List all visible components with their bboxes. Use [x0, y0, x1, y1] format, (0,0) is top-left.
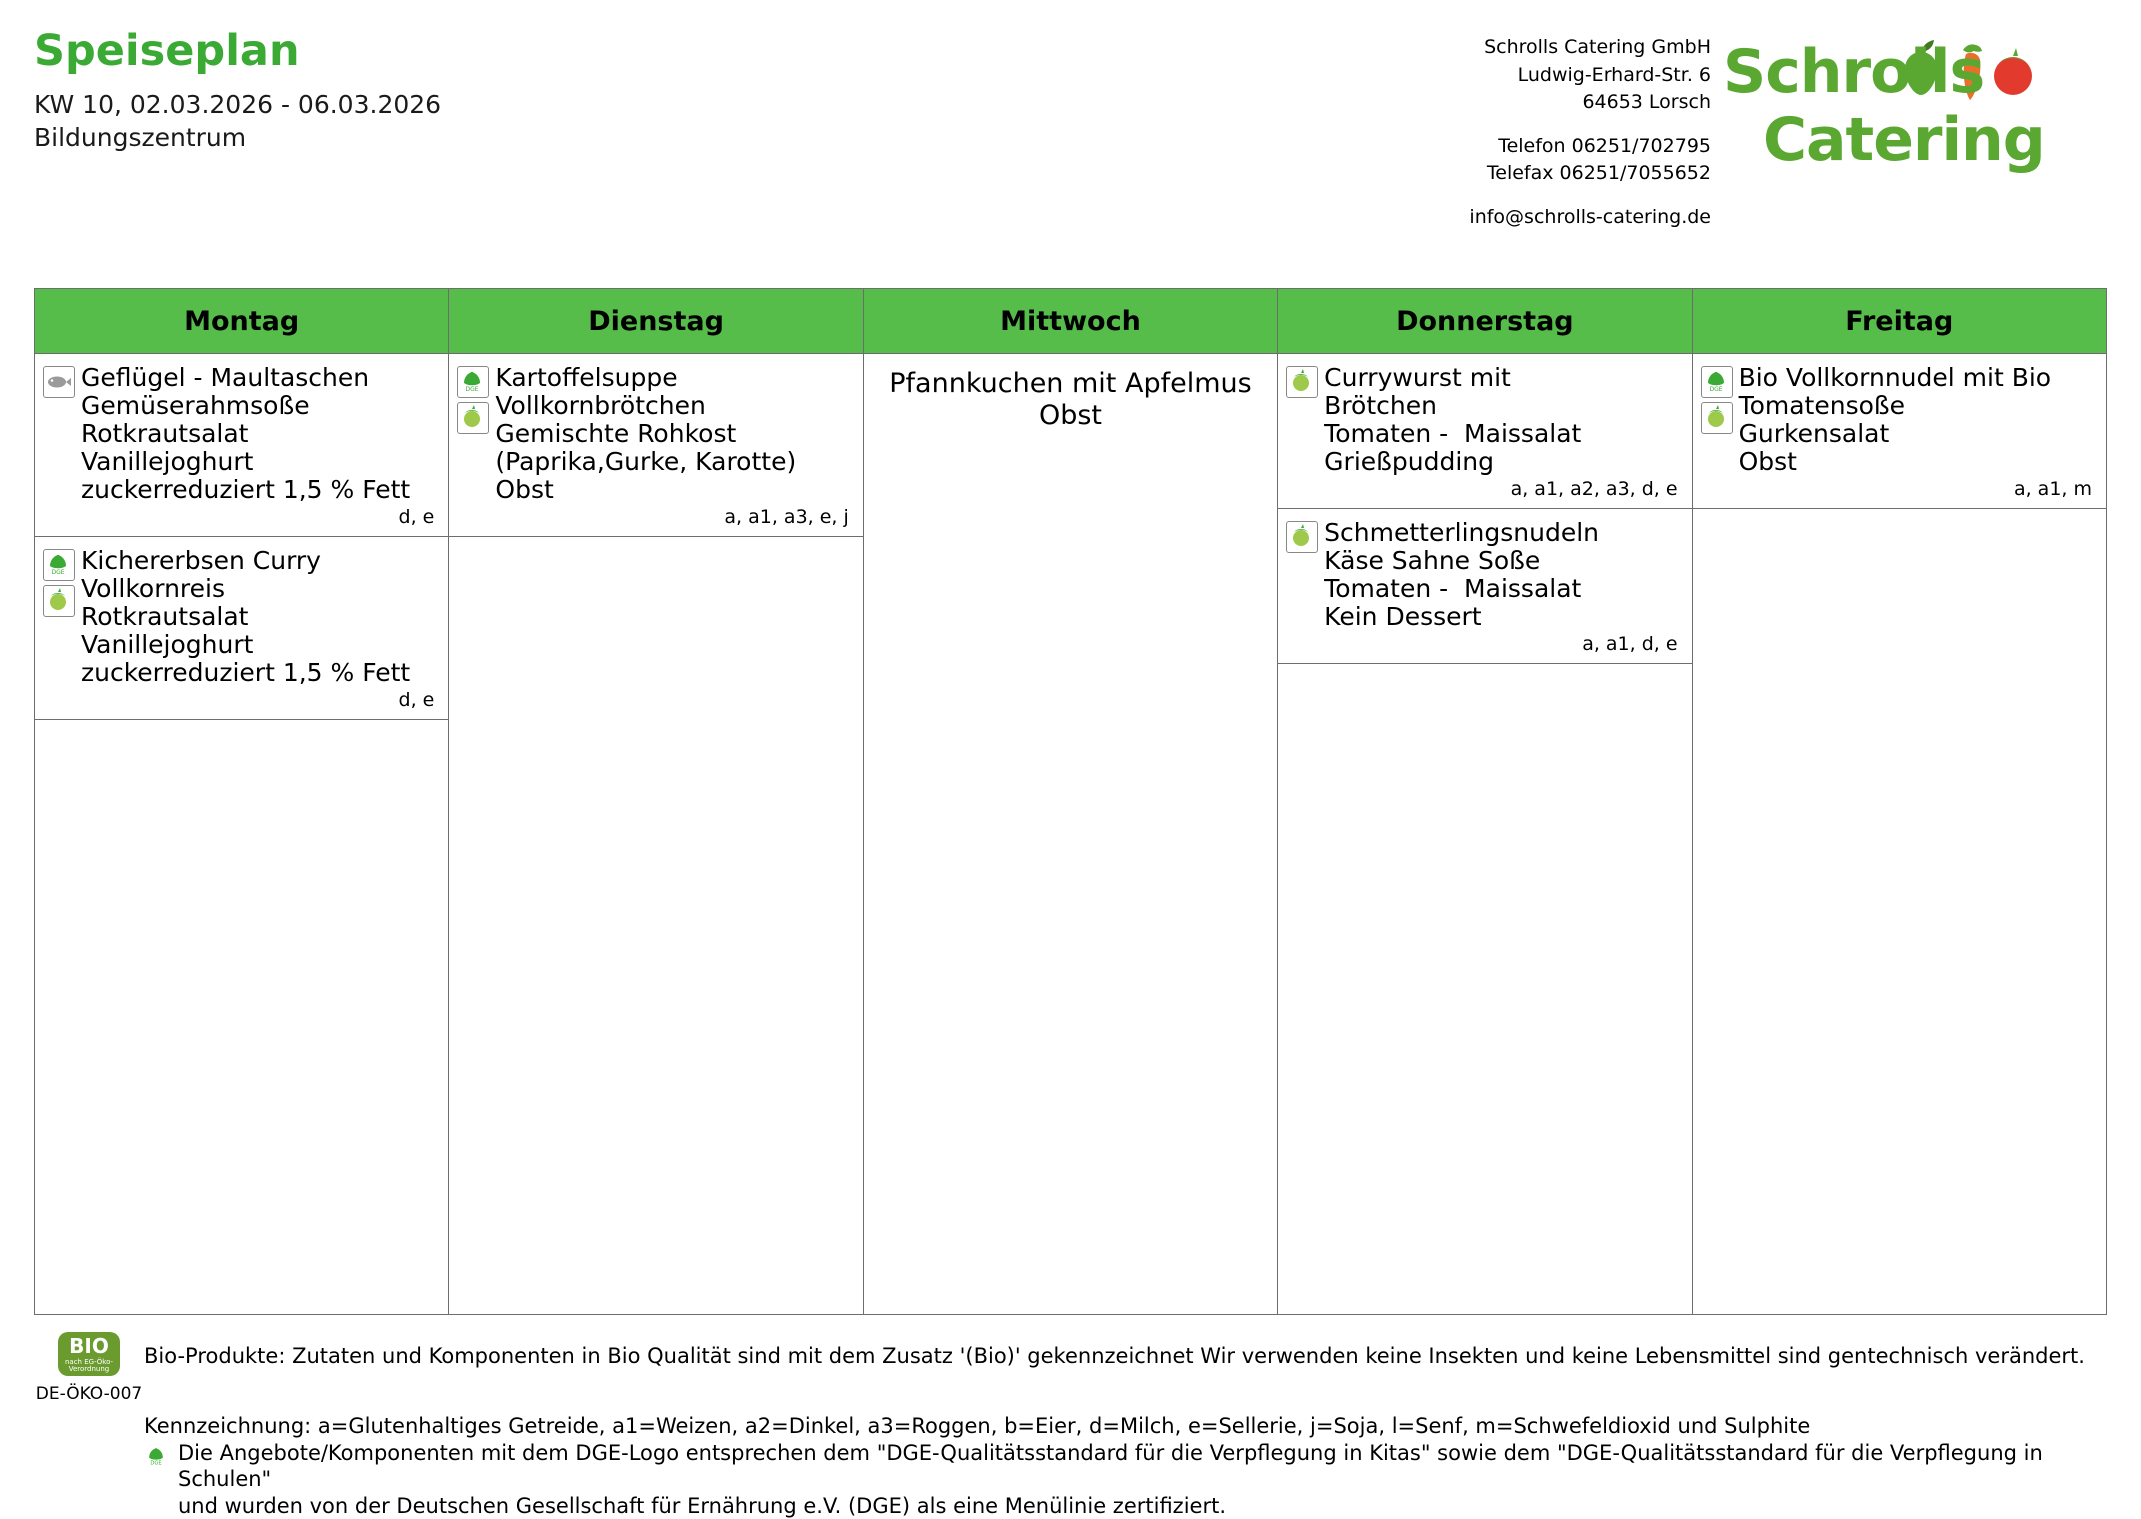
svg-text:Schrolls: Schrolls	[1723, 37, 1985, 107]
dge-note-line2: und wurden von der Deutschen Gesellschaft für Ernährung e.V. (DGE) als eine Menülinie zertifiziert.	[178, 1493, 1226, 1518]
spacer	[1469, 188, 1711, 204]
company-contact-block	[1469, 34, 1711, 231]
icon-column	[457, 364, 495, 438]
dge-icon	[144, 1440, 170, 1473]
dge-icon	[43, 549, 75, 581]
svg-text:DGE: DGE	[150, 1460, 162, 1467]
empty-space	[1278, 664, 1691, 1314]
empty-space	[449, 537, 862, 1314]
location-name: Bildungszentrum	[34, 122, 247, 152]
menu-line: Vollkornreis	[81, 574, 225, 603]
company-street: Ludwig-Erhard-Str. 6	[1517, 63, 1711, 86]
day-cell-montag	[35, 354, 449, 1315]
bio-note: Bio-Produkte: Zutaten und Komponenten in Bio Qualität sind mit dem Zusatz '(Bio)' gekennzeichnet Wir verwenden keine Insekten und keine Lebensmittel sind gentechnisch verändert.	[144, 1344, 2085, 1368]
menu-item	[1693, 354, 2106, 509]
menu-line: Vollkornbrötchen	[495, 391, 706, 420]
bio-seal-block	[34, 1332, 144, 1404]
menu-line: Kichererbsen Curry	[81, 546, 321, 575]
menu-item-lines	[1324, 364, 1683, 476]
day-cell-freitag	[1692, 354, 2106, 1315]
logo-graphic	[1723, 34, 2123, 184]
menu-item	[864, 354, 1277, 439]
dge-icon	[1701, 366, 1733, 398]
vegetarian-icon	[43, 585, 75, 617]
menu-line: Käse Sahne Soße	[1324, 546, 1541, 575]
menu-line: Obst	[1038, 400, 1102, 432]
menu-line: Gurkensalat	[1738, 419, 1890, 448]
menu-item-lines	[81, 547, 440, 687]
menu-row	[35, 354, 2107, 1315]
menu-line: zuckerreduziert 1,5 % Fett	[81, 658, 411, 687]
empty-space	[35, 720, 448, 1314]
menu-table	[34, 288, 2107, 1315]
menu-line: Tomaten - Maissalat	[1324, 419, 1582, 448]
allergen-codes: d, e	[398, 689, 435, 711]
menu-line: Tomatensoße	[1738, 391, 1906, 420]
bio-seal-icon	[58, 1332, 120, 1376]
page-title: Speiseplan	[34, 26, 300, 76]
column-header-mittwoch: Mittwoch	[863, 289, 1277, 354]
allergen-codes: a, a1, m	[2013, 478, 2092, 500]
menu-line: Schmetterlingsnudeln	[1324, 518, 1599, 547]
document-footer	[34, 1332, 2114, 1519]
icon-column	[1286, 519, 1324, 557]
menu-item-lines	[495, 364, 854, 504]
empty-space	[864, 439, 1277, 1314]
company-name: Schrolls Catering GmbH	[1484, 36, 1711, 58]
menu-line: Pfannkuchen mit Apfelmus	[889, 368, 1252, 399]
icon-column	[1701, 364, 1739, 438]
day-cell-mittwoch	[863, 354, 1277, 1315]
bio-seal-subtext: nach EG-Öko-Verordnung	[64, 1358, 114, 1373]
column-header-dienstag: Dienstag	[449, 289, 863, 354]
svg-text:Catering: Catering	[1763, 105, 2045, 175]
week-range: KW 10, 02.03.2026 - 06.03.2026	[34, 90, 442, 120]
company-city: 64653 Lorsch	[1582, 91, 1711, 114]
menu-line: Grießpudding	[1324, 447, 1495, 476]
svg-text:DGE: DGE	[1709, 386, 1723, 393]
menu-line: Kartoffelsuppe	[495, 363, 678, 392]
vegetarian-icon	[1701, 402, 1733, 434]
company-fax: Telefax 06251/7055652	[1486, 162, 1711, 185]
menu-item	[1278, 354, 1691, 509]
menu-line: Bio Vollkornnudel mit Bio	[1738, 363, 2052, 392]
vegetarian-icon	[457, 402, 489, 434]
company-email: info@schrolls-catering.de	[1469, 205, 1711, 228]
dge-icon	[457, 366, 489, 398]
menu-line: Obst	[1738, 447, 1797, 476]
column-header-donnerstag: Donnerstag	[1278, 289, 1692, 354]
icon-column	[43, 547, 81, 621]
menu-item	[35, 537, 448, 720]
column-header-freitag: Freitag	[1692, 289, 2106, 354]
menu-line: Rotkrautsalat	[81, 419, 249, 448]
dge-note	[34, 1440, 2114, 1519]
spacer	[1469, 117, 1711, 133]
icon-column	[43, 364, 81, 402]
bio-seal-text: BIO	[69, 1334, 109, 1358]
menu-line: Kein Dessert	[1324, 602, 1482, 631]
menu-item	[1278, 509, 1691, 664]
svg-text:DGE: DGE	[465, 386, 479, 393]
menu-line: Geflügel - Maultaschen	[81, 363, 370, 392]
menu-line: Vanillejoghurt	[81, 447, 254, 476]
menu-line: Gemüserahmsoße	[81, 391, 310, 420]
allergen-codes: d, e	[398, 506, 435, 528]
day-cell-dienstag	[449, 354, 863, 1315]
title-block	[34, 28, 441, 154]
empty-space	[1693, 509, 2106, 1314]
allergen-legend: Kennzeichnung: a=Glutenhaltiges Getreide, a1=Weizen, a2=Dinkel, a3=Roggen, b=Eier, d=Milch, e=Sellerie, j=Soja, l=Senf, m=Schwefeldioxid und Sulphite	[144, 1414, 1811, 1438]
day-cell-donnerstag	[1278, 354, 1692, 1315]
menu-line: Tomaten - Maissalat	[1324, 574, 1582, 603]
allergen-codes: a, a1, a3, e, j	[724, 506, 849, 528]
company-phone: Telefon 06251/702795	[1498, 134, 1711, 157]
menu-line: Rotkrautsalat	[81, 602, 249, 631]
svg-text:DGE: DGE	[51, 569, 65, 576]
document-header	[0, 0, 2141, 250]
menu-item	[449, 354, 862, 537]
table-header-row	[35, 289, 2107, 354]
menu-item-lines	[81, 364, 440, 504]
menu-line: zuckerreduziert 1,5 % Fett	[81, 475, 411, 504]
menu-line: Vanillejoghurt	[81, 630, 254, 659]
menu-line: (Paprika,Gurke, Karotte)	[495, 447, 797, 476]
menu-line: Brötchen	[1324, 391, 1437, 420]
allergen-codes: a, a1, d, e	[1582, 633, 1678, 655]
column-header-montag: Montag	[35, 289, 449, 354]
fish-icon	[43, 366, 75, 398]
tomato-icon	[1994, 48, 2032, 95]
menu-item-lines	[1739, 364, 2098, 476]
vegetarian-icon	[1286, 521, 1318, 553]
oeko-code: DE-ÖKO-007	[35, 1384, 143, 1404]
menu-line: Currywurst mit	[1324, 363, 1511, 392]
company-logo	[1723, 34, 2123, 184]
vegetarian-icon	[1286, 366, 1318, 398]
allergen-codes: a, a1, a2, a3, d, e	[1510, 478, 1678, 500]
menu-item	[35, 354, 448, 537]
menu-item-lines	[1324, 519, 1683, 631]
menu-line: Gemischte Rohkost	[495, 419, 737, 448]
icon-column	[1286, 364, 1324, 402]
menu-line: Obst	[495, 475, 554, 504]
dge-note-line1: Die Angebote/Komponenten mit dem DGE-Logo entsprechen dem "DGE-Qualitätsstandard für die Verpflegung in Kitas" sowie dem "DGE-Qualitätsstandard für die Verpflegung in Schulen"	[178, 1441, 2043, 1492]
